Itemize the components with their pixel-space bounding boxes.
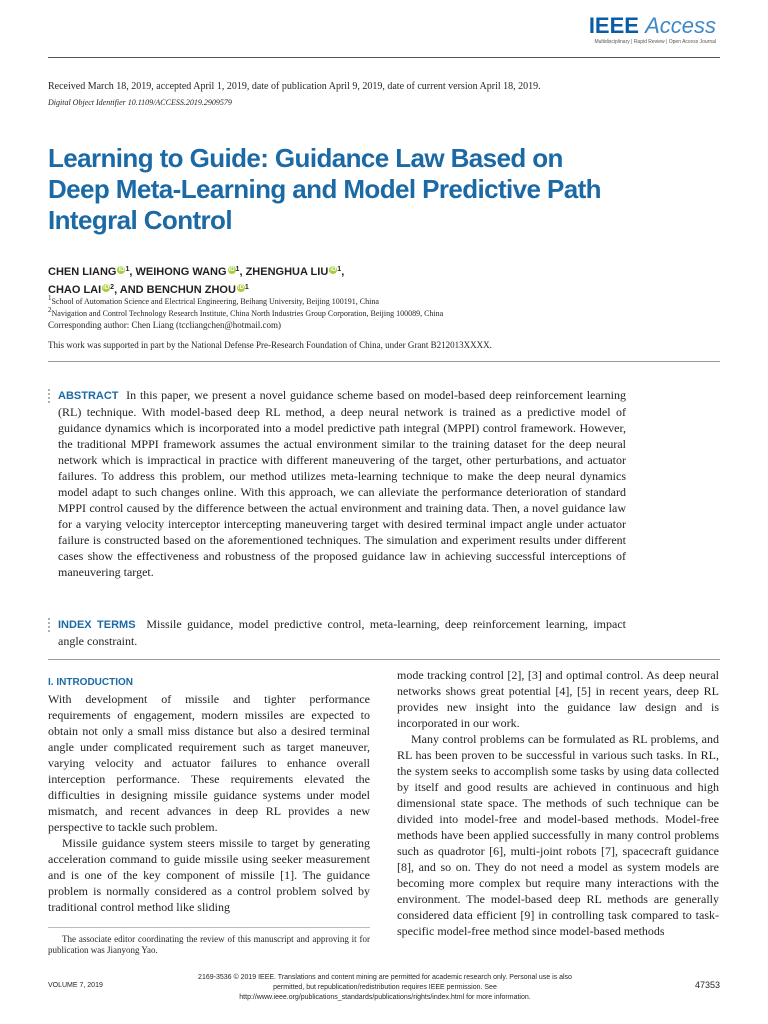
- logo-ieee: IEEE: [588, 13, 639, 38]
- footnote: The associate editor coordinating the review of this manuscript and approving it for publication was Jianyong Yao.: [48, 934, 370, 955]
- footnote-rule: [48, 927, 370, 928]
- body-column-right: [397, 667, 719, 939]
- author: ZHENGHUA LIU $iD^1$,: [245, 266, 345, 278]
- logo-access: Access: [645, 13, 716, 38]
- author: WEIHONG WANG $iD^1$,: [135, 266, 246, 278]
- footer-volume: VOLUME 7, 2019: [48, 982, 103, 989]
- orcid-icon[interactable]: iD: [237, 285, 244, 291]
- divider: [48, 659, 720, 660]
- index-terms-label: INDEX TERMS: [58, 619, 136, 631]
- abstract-text: In this paper, we present a novel guidance scheme based on model-based deep reinforcement learning (RL) technique. With model-based deep RL method, a deep neural network is trained as a predictive model of guidance dynamics which is incorporated into a model predictive path integral (MPPI) control framework. However, the traditional MPPI framework assumes the actual environment similar to the training dataset for the deep neural network which is impractical in practice with different maneuvering of the target, other perturbations, and actuator failures. To address this problem, our method utilizes meta-learning technique to make the deep neural dynamics model adapt to such changes online. With this approach, we can alleviate the performance deterioration of standard MPPI control caused by the difference between the actual environment and training data. Then, a novel guidance law for a varying velocity interceptor intercepting maneuvering target with desired terminal impact angle under actuator failure is constructed based on the aforementioned techniques. The simulation and experiment results under different cases show the effectiveness and robustness of the proposed guidance law in achieving successful interceptions of maneuvering target.: [58, 388, 627, 579]
- abstract: [58, 387, 626, 580]
- index-terms-text: Missile guidance, model predictive control, meta-learning, deep reinforcement learning, impact angle constraint.: [58, 617, 626, 648]
- orcid-icon[interactable]: iD: [103, 285, 110, 291]
- abstract-marker-icon: [48, 389, 51, 405]
- funding-note: This work was supported in part by the National Defense Pre-Research Foundation of China, under Grant B212013XXXX.: [48, 340, 492, 350]
- author-list: [48, 262, 688, 298]
- affiliation-2: 2Navigation and Control Technology Research Institute, China North Industries Group Corporation, Beijing 100089, China: [48, 306, 444, 318]
- orcid-icon[interactable]: iD: [118, 267, 125, 273]
- affiliation-1: 1School of Automation Science and Electrical Engineering, Beihang University, Beijing 100191, China: [48, 294, 379, 306]
- divider: [48, 361, 720, 362]
- author: CHAO LAI $iD^2$, AND: [48, 284, 147, 296]
- paragraph: With development of missile and tighter performance requirements of engagement, modern missiles are expected to obtain not only a small miss distance but also a desired terminal angle under complicated requirement such as target maneuver, varying velocity and actuator failures to enhance overall interception performance. These requirements elevated the difficulties in designing missile guidance systems under model mismatch, and recent advances in deep RL provides a new perspective to tackle such problem.: [48, 692, 370, 834]
- orcid-icon[interactable]: iD: [330, 267, 337, 273]
- author: CHEN LIANG $iD^1$,: [48, 266, 136, 278]
- received-dates: Received March 18, 2019, accepted April 1, 2019, date of publication April 9, 2019, date of current version April 18, 2019.: [48, 81, 541, 92]
- journal-tagline: Multidisciplinary | Rapid Review | Open Access Journal: [594, 39, 716, 45]
- body-column-left: [48, 675, 370, 915]
- index-terms: [58, 616, 626, 649]
- index-terms-marker-icon: [48, 618, 51, 634]
- footer-license: 2169-3536 © 2019 IEEE. Translations and content mining are permitted for academic research only. Personal use is also permitted, but republication/redistribution requires IEEE permission. See http://www.ieee.org/publications_standards/publications/rights/index.html for more information.: [198, 974, 572, 1001]
- paper-title: Learning to Guide: Guidance Law Based on Deep Meta-Learning and Model Predictive Path Integral Control: [48, 143, 601, 235]
- paragraph: Many control problems can be formulated as RL problems, and RL has been proven to be successful in various such tasks. In RL, the system seeks to accomplish some tasks by using data collected by itself and good results are achieved in continuous and high dimensional state space. The methods of such technique can be divided into model-free and model-based methods. Model-free methods have been applied successfully in many control problems such as quadrotor [6], multi-joint robots [7], spacecraft guidance [8], and so on. They do not need a model as system models are becoming more complex but require many interactions with the environment. The model-based deep RL methods are generally considered data efficient [9] in controlling task compared to task-specific model-free method since model-based methods: [397, 732, 719, 938]
- journal-logo-text: [589, 14, 716, 38]
- section-heading: I. INTRODUCTION: [48, 677, 133, 688]
- page-number: 47353: [694, 980, 720, 990]
- abstract-label: ABSTRACT: [58, 390, 119, 402]
- header-rule: [48, 57, 720, 58]
- orcid-icon[interactable]: iD: [228, 267, 235, 273]
- author: BENCHUN ZHOU $iD^1$: [146, 284, 249, 296]
- paragraph: Missile guidance system steers missile to target by generating acceleration command to guide missile using seeker measurement and is one of the key component of missile [1]. The guidance problem is normally considered as a control problem solved by traditional control method like sliding: [48, 836, 370, 914]
- paragraph: mode tracking control [2], [3] and optimal control. As deep neural networks shows great potential [4], [5] in recent years, deep RL provides new insight into the guidance law design and is incorporated in our work.: [397, 668, 719, 730]
- corresponding-author: Corresponding author: Chen Liang (tccliangchen@hotmail.com): [48, 320, 281, 330]
- doi-line: Digital Object Identifier 10.1109/ACCESS.2019.2909579: [48, 98, 232, 107]
- journal-logo: [589, 14, 716, 45]
